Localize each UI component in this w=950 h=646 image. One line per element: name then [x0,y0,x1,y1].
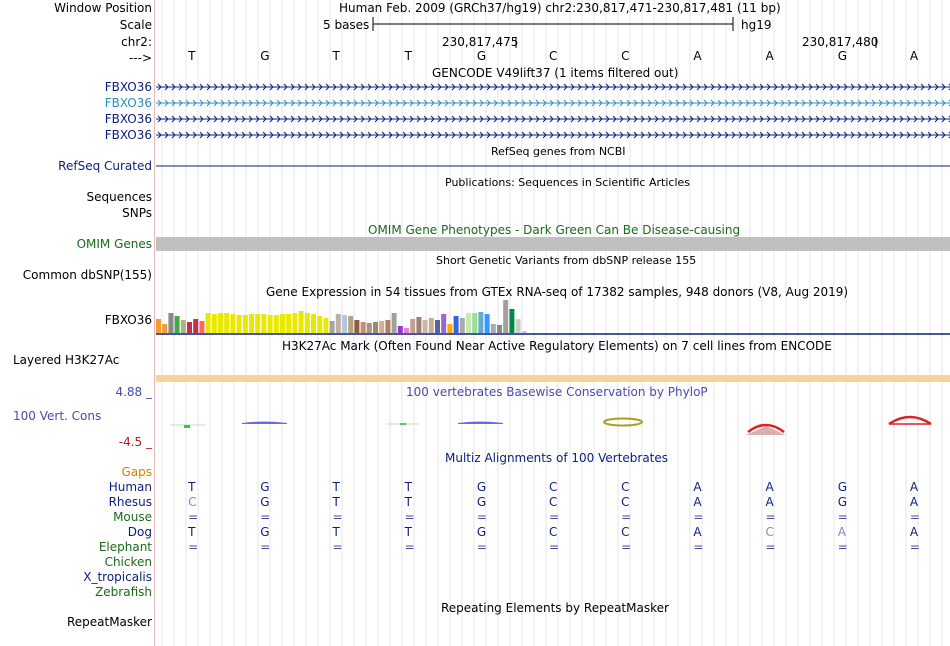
window-position-text: Human Feb. 2009 (GRCh37/hg19) chr2:230,817,471-230,817,481 (11 bp) [339,1,781,15]
alignment-base: C [549,525,558,539]
alignment-base: G [260,495,270,509]
track-area [156,0,950,646]
alignment-base: T [404,495,412,509]
label-omim-genes[interactable]: OMIM Genes [76,237,152,251]
alignment-base: G [476,480,487,494]
assembly-label: hg19 [741,18,772,32]
base-letter: C [549,49,558,63]
alignment-base: = [837,540,848,554]
alignment-base: C [188,495,197,509]
base-letter: G [476,49,487,63]
alignment-base: G [476,495,487,509]
alignment-base: = [404,540,415,554]
label-species-mouse[interactable]: Mouse [113,510,152,524]
base-letter: A [909,49,919,63]
alignment-base: = [404,510,415,524]
scale-bar-label: 5 bases [323,18,370,32]
alignment-base: = [693,540,704,554]
alignment-base: C [549,495,558,509]
repeatmasker-track-title: Repeating Elements by RepeatMasker [441,601,669,615]
gencode-track-title: GENCODE V49lift37 (1 items filtered out) [432,66,679,80]
alignment-base: A [765,495,774,509]
label-species-rhesus[interactable]: Rhesus [108,495,152,509]
base-letter: G [837,49,848,63]
alignment-base: = [332,540,343,554]
label-gtex-gene[interactable]: FBXO36 [104,313,152,327]
ruler-coordinate: 230,817,475 [442,35,519,49]
alignment-base: A [693,480,702,494]
phylop-track-title: 100 vertebrates Basewise Conservation by PhyloP [406,385,708,399]
alignment-base: T [188,480,196,494]
alignment-base: = [332,510,343,524]
dbsnp-track-title: Short Genetic Variants from dbSNP release 155 [436,254,697,267]
alignment-base: = [260,540,271,554]
label-species-human[interactable]: Human [108,480,152,494]
alignment-base: = [188,540,199,554]
alignment-base: T [188,525,196,539]
alignment-base: G [837,495,848,509]
base-letter: A [765,49,774,63]
base-letter: A [693,49,702,63]
label-scale[interactable]: Scale [119,18,152,32]
label-repeatmasker[interactable]: RepeatMasker [66,615,152,629]
label-fbxo36-transcript[interactable]: FBXO36 [104,128,152,142]
label-100-vert-cons[interactable]: 100 Vert. Cons [13,409,102,423]
label-species-chicken[interactable]: Chicken [104,555,152,569]
base-letter: T [404,49,412,63]
label-strand-arrow[interactable]: ---> [128,51,152,65]
alignment-base: A [765,480,774,494]
alignment-base: = [837,510,848,524]
label-fbxo36-transcript[interactable]: FBXO36 [104,80,152,94]
base-letter: C [621,49,630,63]
alignment-base: = [765,540,776,554]
alignment-base: A [693,525,702,539]
label-window-position[interactable]: Window Position [54,1,152,15]
alignment-base: = [188,510,199,524]
refseq-track-title: RefSeq genes from NCBI [491,145,626,158]
alignment-base: = [621,540,632,554]
alignment-base: T [332,495,340,509]
gtex-track-title: Gene Expression in 54 tissues from GTEx RNA-seq of 17382 samples, 948 donors (V8, Aug 2019) [266,285,849,299]
alignment-base: C [621,495,630,509]
alignment-base: G [476,525,487,539]
alignment-base: C [621,480,630,494]
alignment-base: T [404,525,412,539]
publications-track-title: Publications: Sequences in Scientific Articles [445,176,690,189]
label-species-x-tropicalis[interactable]: X_tropicalis [83,570,152,584]
omim-track-title: OMIM Gene Phenotypes - Dark Green Can Be Disease-causing [368,223,741,237]
alignment-base: A [909,495,919,509]
label-separator [154,0,155,646]
alignment-base: T [332,480,340,494]
alignment-base: = [476,510,487,524]
alignment-base: = [549,540,560,554]
label-layered-h3k27ac[interactable]: Layered H3K27Ac [13,353,120,367]
alignment-base: G [260,525,270,539]
track-label-column [0,0,154,646]
label-sequences[interactable]: Sequences [86,190,152,204]
alignment-base: = [260,510,271,524]
alignment-base: = [476,540,487,554]
alignment-base: = [909,510,920,524]
label-conservation-max: 4.88 _ [115,385,152,399]
h3k27ac-track-title: H3K27Ac Mark (Often Found Near Active Regulatory Elements) on 7 cell lines from ENCODE [282,339,832,353]
alignment-base: A [693,495,702,509]
alignment-base: = [765,510,776,524]
multiz-track-title: Multiz Alignments of 100 Vertebrates [445,451,669,465]
label-species-zebrafish[interactable]: Zebrafish [95,585,152,599]
alignment-base: G [260,480,270,494]
base-letter: G [260,49,270,63]
label-common-dbsnp[interactable]: Common dbSNP(155) [22,268,152,282]
label-species-dog[interactable]: Dog [127,525,152,539]
label-fbxo36-transcript[interactable]: FBXO36 [104,96,152,110]
alignment-base: = [549,510,560,524]
alignment-base: C [765,525,774,539]
alignment-base: = [909,540,920,554]
base-letter: T [188,49,196,63]
alignment-base: A [909,525,919,539]
alignment-base: A [909,480,919,494]
alignment-base: C [549,480,558,494]
alignment-base: T [332,525,340,539]
alignment-base: G [837,480,848,494]
label-gaps[interactable]: Gaps [121,465,152,479]
alignment-base: T [404,480,412,494]
alignment-base: A [837,525,846,539]
alignment-base: = [621,510,632,524]
ruler-coordinate: 230,817,480 [802,35,879,49]
base-letter: T [332,49,340,63]
label-chromosome[interactable]: chr2: [121,35,152,49]
label-conservation-min: -4.5 _ [118,435,152,449]
label-fbxo36-transcript[interactable]: FBXO36 [104,112,152,126]
alignment-base: = [693,510,704,524]
label-refseq-curated[interactable]: RefSeq Curated [58,159,152,173]
phylop-conservation-plot[interactable] [156,0,950,450]
label-snps[interactable]: SNPs [122,206,152,220]
label-species-elephant[interactable]: Elephant [98,540,152,554]
alignment-base: C [621,525,630,539]
